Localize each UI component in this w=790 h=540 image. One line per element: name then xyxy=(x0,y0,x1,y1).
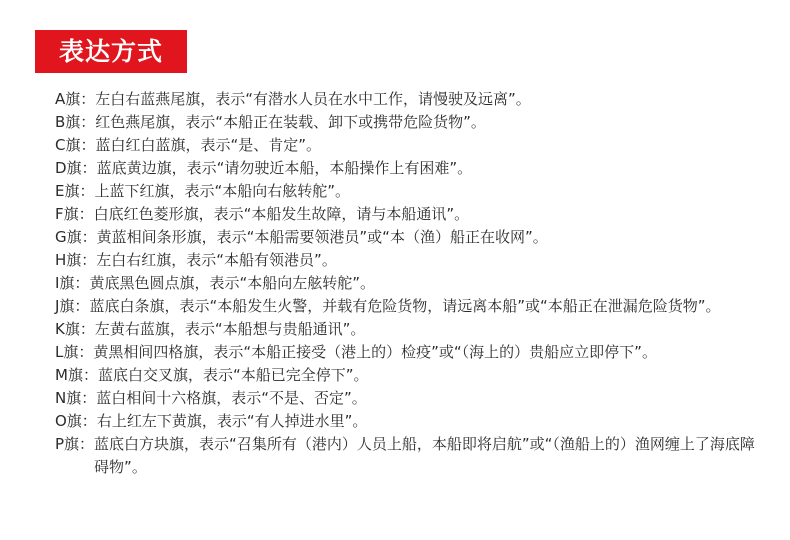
flag-key: B旗： xyxy=(55,113,96,131)
list-item xyxy=(55,203,765,226)
flag-key: L旗： xyxy=(55,343,94,361)
flag-key: M旗： xyxy=(55,366,98,384)
flag-description: 蓝底黄边旗，表示“请勿驶近本船，本船操作上有困难”。 xyxy=(96,159,473,177)
flag-key: G旗： xyxy=(55,228,97,246)
flag-key: D旗： xyxy=(55,159,97,177)
list-item xyxy=(55,111,765,134)
list-item xyxy=(55,134,765,157)
list-item xyxy=(55,157,765,180)
list-item xyxy=(55,387,765,410)
flag-key: A旗： xyxy=(55,90,96,108)
flag-list xyxy=(55,88,765,479)
flag-key: N旗： xyxy=(55,389,97,407)
flag-key: E旗： xyxy=(55,182,95,200)
flag-description: 蓝底白条旗，表示“本船发生火警，并载有危险货物，请远离本船”或“本船正在泄漏危险货物”。 xyxy=(89,297,721,315)
flag-key: P旗： xyxy=(55,435,95,453)
list-item xyxy=(55,180,765,203)
flag-description: 右上红左下黄旗，表示“有人掉进水里”。 xyxy=(96,412,368,430)
flag-key: K旗： xyxy=(55,320,95,338)
flag-key: O旗： xyxy=(55,412,97,430)
flag-key: H旗： xyxy=(55,251,97,269)
list-item xyxy=(55,341,765,364)
flag-key: J旗： xyxy=(55,297,90,315)
flag-description: 蓝白相间十六格旗，表示“不是、否定”。 xyxy=(96,389,367,407)
list-item xyxy=(55,318,765,341)
flag-description: 白底红色菱形旗，表示“本船发生故障，请与本船通讯”。 xyxy=(93,205,470,223)
list-item xyxy=(55,295,765,318)
flag-description: 左白右红旗，表示“本船有领港员”。 xyxy=(96,251,337,269)
list-item xyxy=(55,249,765,272)
flag-description: 上蓝下红旗，表示“本船向右舷转舵”。 xyxy=(94,182,351,200)
flag-description: 左白右蓝燕尾旗，表示“有潜水人员在水中工作，请慢驶及远离”。 xyxy=(95,90,531,108)
flag-key: C旗： xyxy=(55,136,96,154)
section-title: 表达方式 xyxy=(35,30,187,73)
list-item xyxy=(55,272,765,295)
flag-description: 左黄右蓝旗，表示“本船想与贵船通讯”。 xyxy=(94,320,366,338)
flag-description: 红色燕尾旗，表示“本船正在装载、卸下或携带危险货物”。 xyxy=(95,113,486,131)
flag-description: 黄黑相间四格旗，表示“本船正接受（港上的）检疫”或“（海上的）贵船应立即停下”。 xyxy=(93,343,657,361)
flag-description: 蓝白红白蓝旗，表示“是、肯定”。 xyxy=(95,136,322,154)
flag-description: 蓝底白方块旗，表示“召集所有（港内）人员上船，本船即将启航”或“（渔船上的）渔网缠上了海底障碍物”。 xyxy=(94,435,755,476)
flag-key: F旗： xyxy=(55,205,94,223)
list-item xyxy=(55,88,765,111)
list-item xyxy=(55,433,765,479)
list-item xyxy=(55,410,765,433)
list-item xyxy=(55,226,765,249)
flag-description: 蓝底白交叉旗，表示“本船已完全停下”。 xyxy=(97,366,369,384)
list-item xyxy=(55,364,765,387)
flag-description: 黄蓝相间条形旗，表示“本船需要领港员”或“本（渔）船正在收网”。 xyxy=(96,228,548,246)
flag-description: 黄底黑色圆点旗，表示“本船向左舷转舵”。 xyxy=(89,274,375,292)
flag-key: I旗： xyxy=(55,274,90,292)
